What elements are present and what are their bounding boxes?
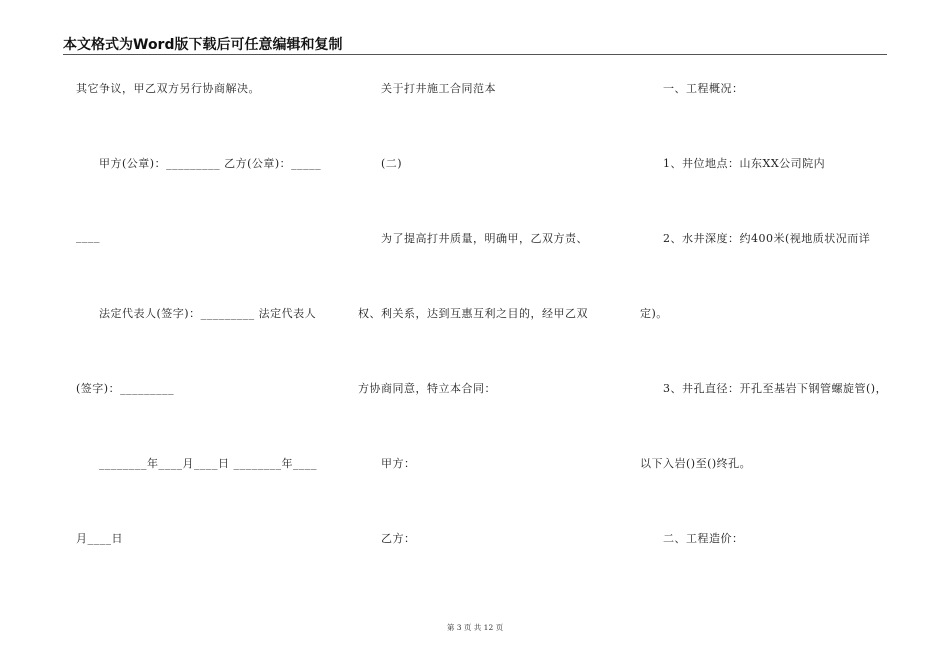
text-line: 2、水井深度：约400米(视地质状况而详 <box>640 232 871 245</box>
text-line: ________年____月____日 ________年____ <box>76 457 317 470</box>
text-column-2 <box>358 0 618 620</box>
text-line: 以下入岩()至()终孔。 <box>640 457 752 470</box>
text-line: 1、井位地点：山东XX公司院内 <box>640 157 826 170</box>
text-line: (签字)：_________ <box>76 382 175 395</box>
text-column-3 <box>640 0 900 620</box>
text-line: 3、井孔直径：开孔至基岩下钢管螺旋管()， <box>640 382 888 395</box>
header-title: 本文格式为Word版下载后可任意编辑和复制 <box>63 37 343 53</box>
text-line: 甲方： <box>358 457 416 470</box>
text-line: 月____日 <box>76 532 123 545</box>
text-line: 二、工程造价： <box>640 532 744 545</box>
text-line: (二) <box>358 157 403 170</box>
text-line: 法定代表人(签字)：_________ 法定代表人 <box>76 307 317 320</box>
text-line: 方协商同意，特立本合同： <box>358 382 496 395</box>
text-line: 乙方： <box>358 532 416 545</box>
text-line: 甲方(公章)：_________ 乙方(公章)：_____ <box>76 157 322 170</box>
page-number: 第 3 页 共 12 页 <box>446 623 504 632</box>
text-line: 一、工程概况： <box>640 82 744 95</box>
text-line: 其它争议，甲乙双方另行协商解决。 <box>76 82 260 95</box>
text-line: ____ <box>76 230 100 243</box>
text-line: 为了提高打井质量，明确甲，乙双方责、 <box>358 232 588 245</box>
text-line: 权、利关系，达到互惠互利之目的，经甲乙双 <box>358 307 588 320</box>
text-line: 定)。 <box>640 307 668 320</box>
text-line: 关于打井施工合同范本 <box>358 82 496 95</box>
text-column-1 <box>76 0 336 620</box>
